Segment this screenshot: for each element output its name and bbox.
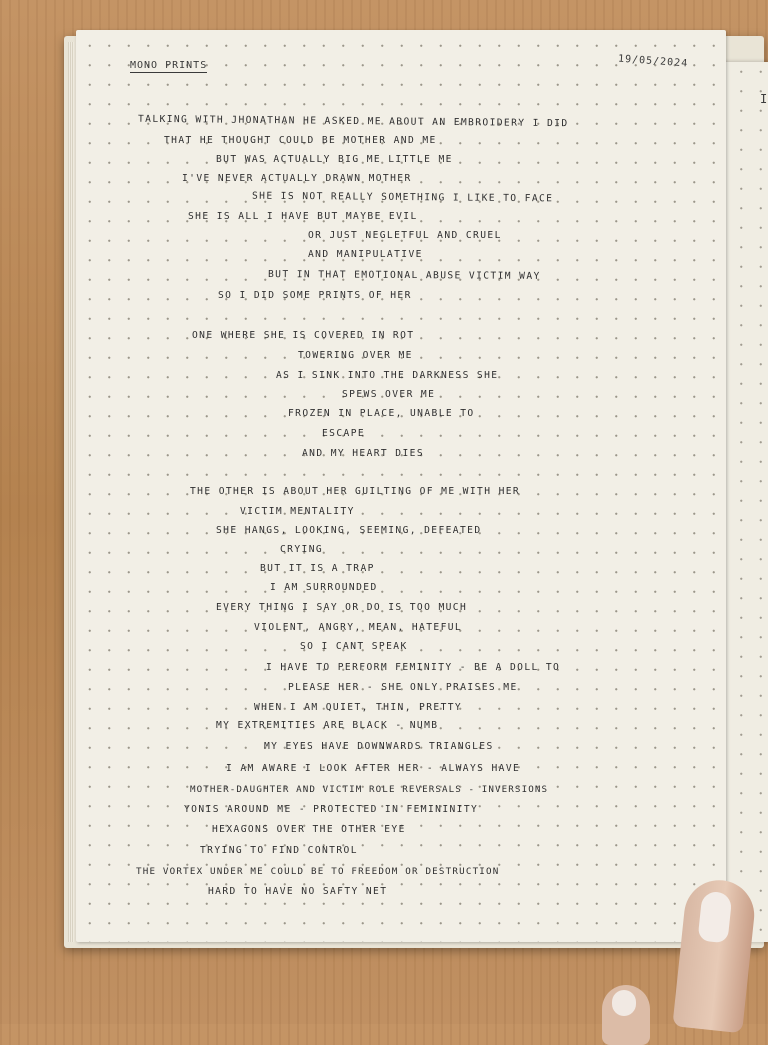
text-line: VIOLENT, ANGRY, MEAN, HATEFUL (254, 622, 463, 633)
text-line: AND MY HEART DIES (302, 448, 424, 459)
text-line: TOWERING OVER ME (298, 350, 413, 361)
text-line: YONIS AROUND ME - PROTECTED IN FEMININITY (184, 804, 479, 815)
text-line: CRYING (280, 544, 324, 555)
page-date: 19/05/2024 (617, 53, 689, 70)
fingernail (697, 891, 732, 944)
text-line: SHE IS NOT REALLY SOMETHING I LIKE TO FACE (251, 190, 554, 205)
text-line: PLEASE HER - SHE ONLY PRAISES ME (288, 682, 518, 693)
text-line: SHE IS ALL I HAVE BUT MAYBE EVIL (188, 211, 418, 222)
thumbnail (612, 990, 636, 1016)
text-line: THAT HE THOUGHT COULD BE MOTHER AND ME (164, 135, 437, 146)
notebook-page (76, 30, 726, 942)
text-line: FROZEN IN PLACE, UNABLE TO (288, 408, 475, 419)
text-line: BUT IN THAT EMOTIONAL ABUSE VICTIM WAY (267, 269, 541, 282)
right-page-mark: I (760, 92, 768, 106)
text-line: I HAVE TO PERFORM FEMINITY - BE A DOLL TO (266, 662, 561, 673)
text-line: TRYING TO FIND CONTROL (200, 845, 358, 856)
text-line: EVERY THING I SAY OR DO IS TOO MUCH (216, 602, 468, 613)
text-line: AS I SINK INTO THE DARKNESS SHE (276, 370, 499, 381)
text-line: BUT IT IS A TRAP (260, 563, 375, 574)
text-line: SHE HANGS, LOOKING, SEEMING, DEFEATED (216, 525, 482, 536)
text-line: ESCAPE (322, 428, 366, 439)
text-line: ONE WHERE SHE IS COVERED IN ROT (192, 330, 415, 341)
text-line: MY EXTREMITIES ARE BLACK - NUMB (216, 720, 439, 731)
text-line: THE VORTEX UNDER ME COULD BE TO FREEDOM OR DESTRUCTION (136, 866, 500, 877)
text-line: MOTHER-DAUGHTER AND VICTIM ROLE REVERSALS - INVERSIONS (190, 784, 549, 795)
text-line: THE OTHER IS ABOUT HER GUILTING OF ME WITH HER (190, 486, 521, 497)
text-line: SPEWS OVER ME (342, 389, 436, 400)
text-line: I AM AWARE I LOOK AFTER HER - ALWAYS HAVE (226, 763, 521, 774)
text-line: BUT WAS ACTUALLY BIG ME LITTLE ME (216, 154, 453, 165)
text-line: HEXAGONS OVER THE OTHER EYE (212, 824, 406, 835)
text-line: OR JUST NEGLETFUL AND CRUEL (308, 230, 502, 241)
text-line: HARD TO HAVE NO SAFTY NET (208, 886, 388, 897)
text-line: TALKING WITH JHONATHAN HE ASKED ME ABOUT AN EMBROIDERY I DID (137, 113, 569, 130)
text-line: MY EYES HAVE DOWNWARDS TRIANGLES (264, 741, 494, 752)
text-line: WHEN I AM QUIET, THIN, PRETTY (254, 702, 463, 713)
text-line: AND MANIPULATIVE (308, 249, 423, 260)
text-line: SO I CANT SPEAK (300, 641, 408, 652)
text-line: VICTIM MENTALITY (240, 506, 355, 517)
page-title: MONO PRINTS (130, 60, 208, 71)
text-line: SO I DID SOME PRINTS OF HER (218, 290, 412, 301)
text-line: I'VE NEVER ACTUALLY DRAWN MOTHER (182, 173, 412, 184)
text-line: I AM SURROUNDED (270, 582, 378, 593)
